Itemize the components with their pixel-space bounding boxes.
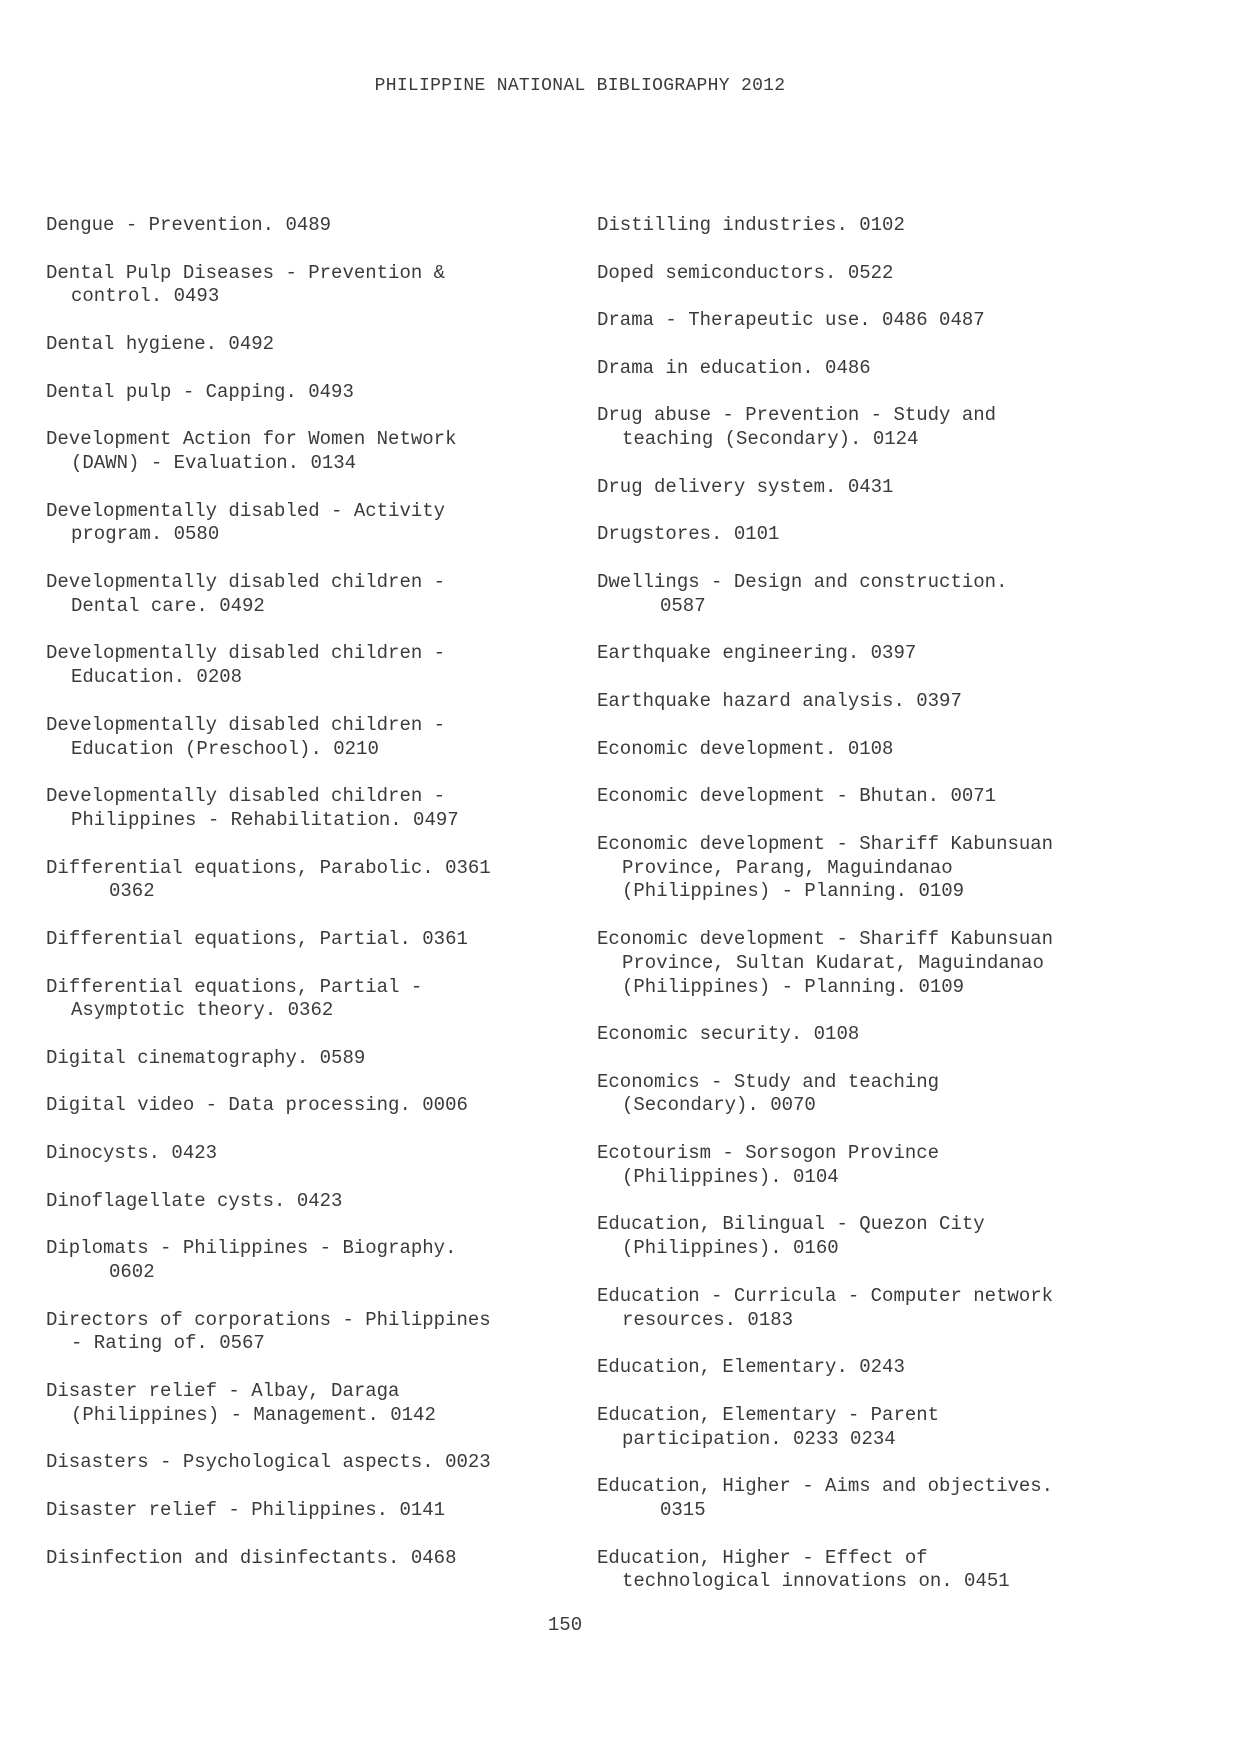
index-entry-heading: Economic development - Bhutan. 0071 bbox=[597, 785, 997, 808]
index-entry-heading: Education, Elementary. 0243 bbox=[597, 1356, 905, 1379]
index-column-left bbox=[46, 214, 566, 1570]
index-entry bbox=[46, 1094, 566, 1118]
index-entry bbox=[597, 1213, 1117, 1261]
index-entry-continuation: (Secondary). 0070 bbox=[622, 1094, 816, 1117]
index-entry bbox=[46, 1547, 566, 1571]
index-entry bbox=[597, 523, 1117, 547]
index-entry-heading: Dental pulp - Capping. 0493 bbox=[46, 380, 354, 403]
index-entry-heading: Disasters - Psychological aspects. 0023 bbox=[46, 1451, 491, 1474]
index-entry bbox=[46, 1142, 566, 1166]
index-entry-continuation: 0362 bbox=[109, 880, 155, 903]
index-entry-heading: Dental Pulp Diseases - Prevention & bbox=[46, 261, 446, 284]
index-entry-heading: Drugstores. 0101 bbox=[597, 523, 780, 546]
index-entry-continuation: (Philippines) - Planning. 0109 bbox=[622, 975, 965, 998]
index-entry-heading: Education, Bilingual - Quezon City bbox=[597, 1213, 985, 1236]
page-header: PHILIPPINE NATIONAL BIBLIOGRAPHY 2012 bbox=[374, 76, 786, 96]
index-entry-heading: Digital cinematography. 0589 bbox=[46, 1046, 366, 1069]
index-entry-heading: Differential equations, Partial. 0361 bbox=[46, 927, 468, 950]
index-entry-heading: Dwellings - Design and construction. bbox=[597, 570, 1008, 593]
index-entry-heading: Disaster relief - Albay, Daraga bbox=[46, 1380, 400, 1403]
index-entry-continuation: control. 0493 bbox=[71, 285, 220, 308]
index-entry bbox=[597, 690, 1117, 714]
index-entry bbox=[46, 1237, 566, 1285]
index-entry-continuation: 0587 bbox=[660, 594, 706, 617]
index-entry bbox=[597, 738, 1117, 762]
index-entry-continuation: (Philippines). 0160 bbox=[622, 1237, 839, 1260]
index-entry-continuation: (DAWN) - Evaluation. 0134 bbox=[71, 451, 357, 474]
index-entry bbox=[46, 714, 566, 762]
index-entry bbox=[46, 976, 566, 1024]
index-entry bbox=[46, 785, 566, 833]
index-entry-continuation: teaching (Secondary). 0124 bbox=[622, 428, 919, 451]
index-entry-heading: Education - Curricula - Computer network bbox=[597, 1284, 1054, 1307]
index-entry-continuation: 0315 bbox=[660, 1499, 706, 1522]
index-entry-continuation: (Philippines). 0104 bbox=[622, 1165, 839, 1188]
index-entry bbox=[597, 357, 1117, 381]
index-entry-heading: Developmentally disabled children - bbox=[46, 570, 446, 593]
index-entry bbox=[597, 571, 1117, 619]
index-entry-heading: Development Action for Women Network bbox=[46, 428, 457, 451]
index-entry-heading: Doped semiconductors. 0522 bbox=[597, 261, 894, 284]
index-entry bbox=[46, 262, 566, 310]
index-entry-heading: Developmentally disabled children - bbox=[46, 642, 446, 665]
index-entry bbox=[46, 928, 566, 952]
index-entry bbox=[597, 262, 1117, 286]
index-entry bbox=[597, 1547, 1117, 1595]
index-entry bbox=[46, 214, 566, 238]
index-entry-heading: Earthquake hazard analysis. 0397 bbox=[597, 689, 962, 712]
index-entry-heading: Dental hygiene. 0492 bbox=[46, 332, 275, 355]
index-entry-heading: Drug abuse - Prevention - Study and bbox=[597, 404, 997, 427]
index-entry-continuation: Province, Sultan Kudarat, Maguindanao bbox=[622, 951, 1044, 974]
index-entry-heading: Economic development - Shariff Kabunsuan bbox=[597, 832, 1054, 855]
index-entry-heading: Dinocysts. 0423 bbox=[46, 1142, 218, 1165]
index-entry-heading: Disinfection and disinfectants. 0468 bbox=[46, 1546, 457, 1569]
index-entry bbox=[46, 428, 566, 476]
index-entry-heading: Diplomats - Philippines - Biography. bbox=[46, 1237, 457, 1260]
index-entry-heading: Drug delivery system. 0431 bbox=[597, 475, 894, 498]
index-entry-continuation: (Philippines) - Management. 0142 bbox=[71, 1403, 436, 1426]
index-entry bbox=[46, 1190, 566, 1214]
index-entry-heading: Education, Higher - Aims and objectives. bbox=[597, 1475, 1054, 1498]
index-entry bbox=[597, 1404, 1117, 1452]
index-entry-heading: Developmentally disabled children - bbox=[46, 713, 446, 736]
index-entry-heading: Disaster relief - Philippines. 0141 bbox=[46, 1499, 446, 1522]
index-entry bbox=[597, 928, 1117, 999]
index-entry bbox=[597, 476, 1117, 500]
index-entry-continuation: Philippines - Rehabilitation. 0497 bbox=[71, 808, 459, 831]
index-entry-heading: Economic security. 0108 bbox=[597, 1023, 860, 1046]
index-entry bbox=[597, 1023, 1117, 1047]
index-entry-heading: Education, Higher - Effect of bbox=[597, 1546, 928, 1569]
index-entry bbox=[597, 1356, 1117, 1380]
index-entry bbox=[46, 1380, 566, 1428]
page-number: 150 bbox=[547, 1614, 583, 1636]
index-entry-continuation: (Philippines) - Planning. 0109 bbox=[622, 880, 965, 903]
index-entry-continuation: 0602 bbox=[109, 1261, 155, 1284]
index-entry-continuation: Province, Parang, Maguindanao bbox=[622, 856, 953, 879]
index-entry-heading: Dengue - Prevention. 0489 bbox=[46, 214, 332, 236]
index-entry-continuation: Asymptotic theory. 0362 bbox=[71, 999, 334, 1022]
index-entry-heading: Dinoflagellate cysts. 0423 bbox=[46, 1189, 343, 1212]
index-entry bbox=[597, 642, 1117, 666]
index-entry bbox=[46, 857, 566, 905]
index-entry bbox=[46, 333, 566, 357]
index-entry-continuation: participation. 0233 0234 bbox=[622, 1427, 896, 1450]
index-entry-heading: Digital video - Data processing. 0006 bbox=[46, 1094, 468, 1117]
index-entry bbox=[597, 1142, 1117, 1190]
index-entry bbox=[46, 642, 566, 690]
index-entry bbox=[46, 1451, 566, 1475]
index-entry bbox=[597, 1475, 1117, 1523]
index-entry bbox=[46, 571, 566, 619]
index-entry bbox=[46, 1047, 566, 1071]
index-entry-heading: Distilling industries. 0102 bbox=[597, 214, 905, 236]
index-entry-heading: Ecotourism - Sorsogon Province bbox=[597, 1142, 940, 1165]
index-entry-heading: Drama - Therapeutic use. 0486 0487 bbox=[597, 309, 985, 332]
index-entry-continuation: Education (Preschool). 0210 bbox=[71, 737, 379, 760]
index-entry bbox=[597, 309, 1117, 333]
index-entry bbox=[46, 1309, 566, 1357]
index-entry bbox=[597, 404, 1117, 452]
index-entry-heading: Developmentally disabled children - bbox=[46, 785, 446, 808]
index-entry bbox=[597, 833, 1117, 904]
index-entry-heading: Economic development. 0108 bbox=[597, 737, 894, 760]
index-entry-heading: Economics - Study and teaching bbox=[597, 1070, 940, 1093]
index-entry bbox=[597, 785, 1117, 809]
index-entry-heading: Differential equations, Partial - bbox=[46, 975, 423, 998]
index-entry-heading: Drama in education. 0486 bbox=[597, 356, 871, 379]
index-entry-heading: Directors of corporations - Philippines bbox=[46, 1308, 491, 1331]
index-entry-continuation: program. 0580 bbox=[71, 523, 220, 546]
index-entry-continuation: Education. 0208 bbox=[71, 666, 243, 689]
index-entry-heading: Education, Elementary - Parent bbox=[597, 1403, 940, 1426]
index-entry bbox=[597, 1071, 1117, 1119]
index-entry-heading: Developmentally disabled - Activity bbox=[46, 499, 446, 522]
index-entry-continuation: technological innovations on. 0451 bbox=[622, 1570, 1010, 1593]
index-entry-heading: Economic development - Shariff Kabunsuan bbox=[597, 927, 1054, 950]
index-entry bbox=[597, 1285, 1117, 1333]
index-entry bbox=[597, 214, 1117, 238]
index-entry-continuation: - Rating of. 0567 bbox=[71, 1332, 265, 1355]
index-column-right bbox=[597, 214, 1117, 1594]
index-entry bbox=[46, 500, 566, 548]
index-entry-continuation: Dental care. 0492 bbox=[71, 594, 265, 617]
index-entry-continuation: resources. 0183 bbox=[622, 1308, 794, 1331]
index-entry-heading: Differential equations, Parabolic. 0361 bbox=[46, 856, 491, 879]
index-entry-heading: Earthquake engineering. 0397 bbox=[597, 642, 917, 665]
index-entry bbox=[46, 1499, 566, 1523]
index-entry bbox=[46, 381, 566, 405]
